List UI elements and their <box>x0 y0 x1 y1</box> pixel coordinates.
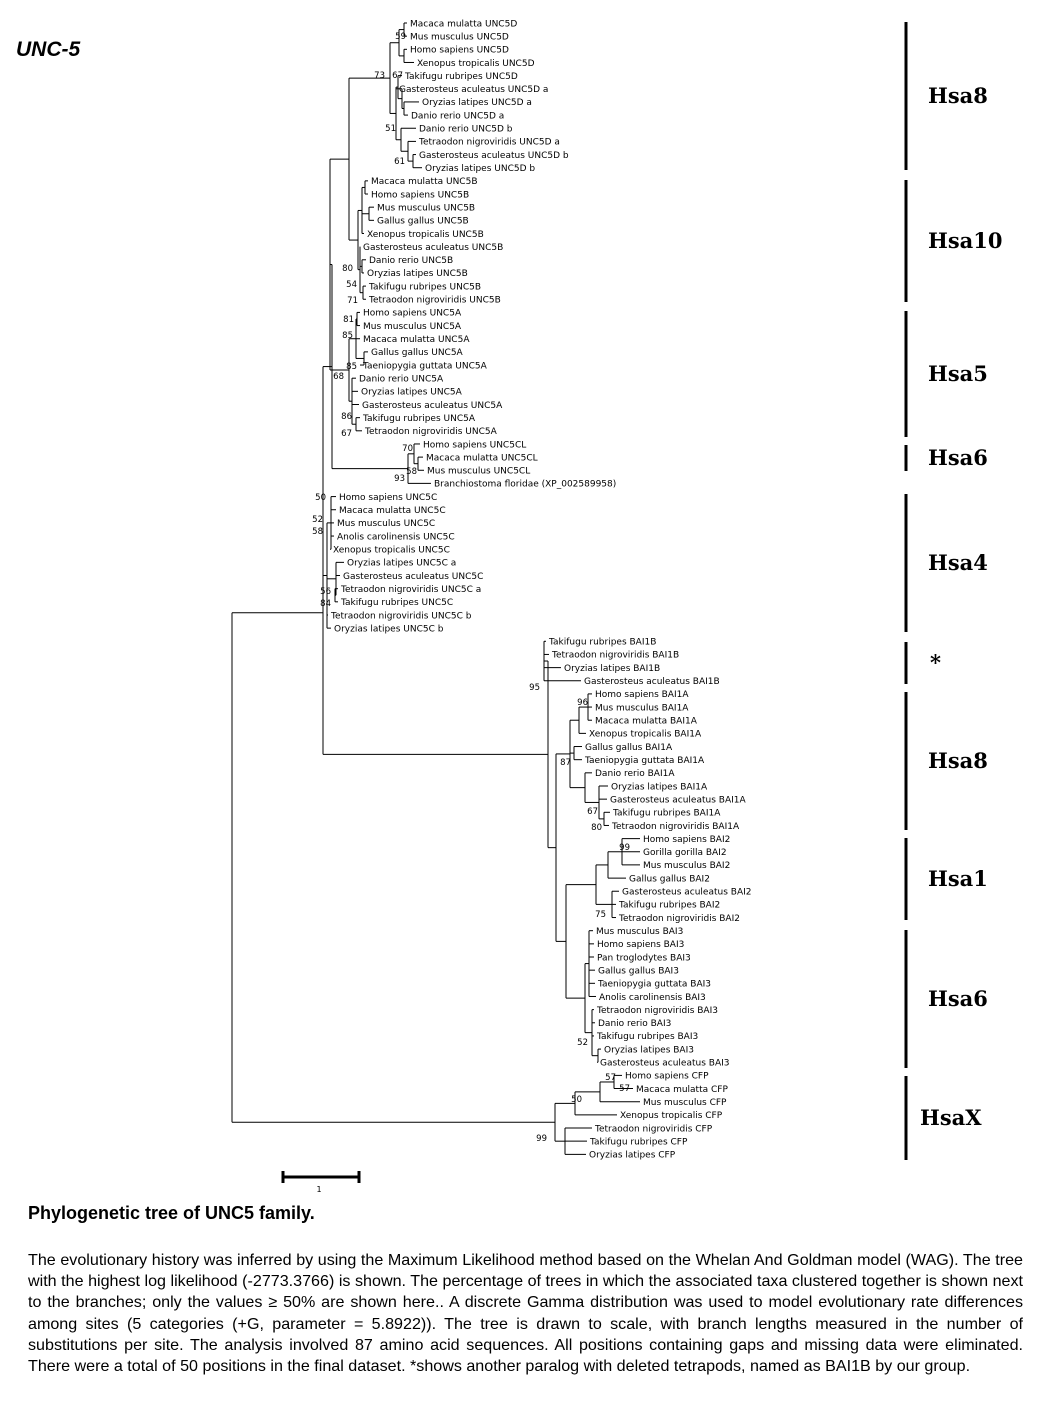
leaf-label: Gallus gallus UNC5A <box>371 348 463 359</box>
leaf-label: Gallus gallus BAI2 <box>629 874 710 885</box>
leaf-label: Tetraodon nigroviridis UNC5D a <box>419 137 560 148</box>
leaf-label: Takifugu rubripes UNC5D <box>405 71 518 82</box>
leaf-label: Homo sapiens BAI1A <box>595 690 689 701</box>
bootstrap-value: 57 <box>605 1073 616 1083</box>
leaf-label: Macaca mulatta BAI1A <box>595 716 697 727</box>
leaf-label: Homo sapiens UNC5A <box>363 308 462 319</box>
leaf-label: Mus musculus BAI3 <box>596 926 684 937</box>
leaf-label: Takifugu rubripes UNC5A <box>363 413 475 424</box>
chromosome-group-label: Hsa1 <box>928 866 988 891</box>
leaf-label: Oryzias latipes UNC5D a <box>422 98 532 109</box>
bootstrap-value: 58 <box>312 527 323 537</box>
leaf-label: Danio rerio UNC5B <box>369 256 454 267</box>
caption-title: Phylogenetic tree of UNC5 family. <box>28 1203 315 1223</box>
leaf-label: Gasterosteus aculeatus BAI2 <box>622 887 752 898</box>
leaf-label: Homo sapiens UNC5C <box>339 492 438 503</box>
leaf-label: Tetraodon nigroviridis BAI1B <box>552 650 680 661</box>
bootstrap-value: 80 <box>591 823 602 833</box>
leaf-label: Gasterosteus aculeatus UNC5D b <box>419 150 569 161</box>
leaf-label: Oryzias latipes UNC5C b <box>334 624 444 635</box>
bootstrap-value: 99 <box>536 1134 547 1144</box>
bootstrap-value: 96 <box>577 698 588 708</box>
leaf-label: Gasterosteus aculeatus BAI3 <box>600 1058 730 1069</box>
chromosome-group-label: Hsa6 <box>928 986 988 1011</box>
leaf-label: Takifugu rubripes UNC5C <box>341 598 454 609</box>
chromosome-groups <box>906 22 1003 1160</box>
bootstrap-value: 86 <box>341 412 352 422</box>
leaf-label: Homo sapiens CFP <box>625 1071 709 1082</box>
leaf-label: Takifugu rubripes BAI1B <box>549 637 657 648</box>
bootstrap-value: 95 <box>529 683 540 693</box>
bootstrap-value: 50 <box>571 1095 582 1105</box>
leaf-label: Danio rerio UNC5A <box>359 374 444 385</box>
leaf-label: Gasterosteus aculeatus BAI1B <box>584 677 720 688</box>
bootstrap-value: 57 <box>619 1084 630 1094</box>
leaf-label: Gasterosteus aculeatus UNC5C <box>343 571 484 582</box>
bootstrap-value: 73 <box>374 71 385 81</box>
bootstrap-value: 80 <box>342 264 353 274</box>
bootstrap-value: 50 <box>315 493 326 503</box>
chromosome-group-label: Hsa5 <box>928 361 988 386</box>
leaf-label: Gasterosteus aculeatus UNC5D a <box>399 85 549 96</box>
scale-bar <box>283 1171 359 1183</box>
leaf-label: Xenopus tropicalis UNC5C <box>333 545 450 556</box>
leaf-label: Macaca mulatta UNC5C <box>339 506 446 517</box>
leaf-label: Takifugu rubripes BAI1A <box>613 808 721 819</box>
leaf-label: Gallus gallus BAI1A <box>585 742 673 753</box>
leaf-label: Oryzias latipes UNC5D b <box>425 164 536 175</box>
caption-body: The evolutionary history was inferred by using the Maximum Likelihood method based on the Whelan And Goldman model (WAG). The tree with the highest log likelihood (-2773.3766) is shown. The percentage of trees in which the associated taxa clustered together is shown next to the branches; only the values ≥ 50% are shown here.. A discrete Gamma distribution was used to model evolutionary rate differences among sites (5 categories (+G, parameter = 5.8922)). The tree is drawn to scale, with branch lengths measured in the number of substitutions per site. The analysis involved 87 amino acid sequences. All positions containing gaps and missing data were eliminated. There were a total of 50 positions in the final dataset. *shows another paralog with deleted tetrapods, named as BAI1B by our group. <box>28 1251 1023 1376</box>
leaf-label: Gallus gallus UNC5B <box>377 216 469 227</box>
leaf-label: Oryzias latipes BAI1B <box>564 663 661 674</box>
leaf-label: Xenopus tropicalis BAI1A <box>589 729 702 740</box>
leaf-label: Danio rerio BAI3 <box>598 1019 672 1030</box>
leaf-label: Oryzias latipes UNC5B <box>367 269 468 280</box>
leaf-label: Xenopus tropicalis CFP <box>620 1111 723 1122</box>
leaf-label: Xenopus tropicalis UNC5B <box>367 229 484 240</box>
scale-bar-label: 1 <box>316 1185 322 1194</box>
leaf-label: Anolis carolinensis UNC5C <box>337 532 455 543</box>
leaf-label: Tetraodon nigroviridis BAI2 <box>619 913 740 924</box>
bootstrap-value: 52 <box>312 515 323 525</box>
bootstrap-value: 70 <box>402 444 413 454</box>
bootstrap-value: 85 <box>342 331 353 341</box>
bootstrap-value: 52 <box>577 1038 588 1048</box>
leaf-label: Danio rerio BAI1A <box>595 769 675 780</box>
leaf-label: Gorilla gorilla BAI2 <box>643 848 727 859</box>
figure-label: UNC-5 <box>16 38 81 61</box>
bootstrap-value: 84 <box>320 599 331 609</box>
bootstrap-value: 99 <box>619 843 630 853</box>
leaf-label: Homo sapiens BAI3 <box>597 940 685 951</box>
leaf-label: Mus musculus UNC5B <box>377 203 476 214</box>
bootstrap-value: 58 <box>406 467 417 477</box>
bootstrap-value: 56 <box>320 587 331 597</box>
chromosome-group-label: Hsa8 <box>928 83 988 108</box>
leaf-label: Takifugu rubripes UNC5B <box>369 282 482 293</box>
leaf-label: Macaca mulatta CFP <box>636 1084 728 1095</box>
leaf-label: Tetraodon nigroviridis CFP <box>595 1124 713 1135</box>
leaf-label: Macaca mulatta UNC5B <box>371 177 478 188</box>
bootstrap-value: 67 <box>392 71 403 81</box>
bootstrap-value: 85 <box>346 362 357 372</box>
leaf-label: Takifugu rubripes CFP <box>590 1137 688 1148</box>
leaf-label: Gasterosteus aculeatus UNC5A <box>362 400 503 411</box>
leaf-label: Mus musculus UNC5D <box>410 32 509 43</box>
leaf-label: Tetraodon nigroviridis UNC5A <box>365 427 497 438</box>
leaf-label: Danio rerio UNC5D a <box>411 111 505 122</box>
bootstrap-value: 93 <box>394 474 405 484</box>
bootstrap-value: 61 <box>394 157 405 167</box>
bootstrap-value: 75 <box>595 910 606 920</box>
leaf-label: Gasterosteus aculeatus BAI1A <box>610 795 746 806</box>
leaf-label: Taeniopygia guttata BAI1A <box>585 755 705 766</box>
leaf-label: Macaca mulatta UNC5A <box>363 335 470 346</box>
bootstrap-value: 71 <box>347 296 358 306</box>
bootstrap-value: 87 <box>560 758 571 768</box>
leaf-label: Oryzias latipes BAI1A <box>611 782 708 793</box>
chromosome-group-label: Hsa4 <box>928 550 988 575</box>
leaf-label: Tetraodon nigroviridis BAI1A <box>612 821 740 832</box>
chromosome-group-label: Hsa10 <box>928 228 1003 253</box>
bootstrap-value: 68 <box>333 372 344 382</box>
leaf-label: Tetraodon nigroviridis UNC5C a <box>341 584 482 595</box>
leaf-label: Homo sapiens UNC5D <box>410 45 509 56</box>
leaf-label: Oryzias latipes UNC5A <box>361 387 462 398</box>
leaf-label: Tetraodon nigroviridis UNC5B <box>369 295 501 306</box>
chromosome-group-label: Hsa6 <box>928 445 988 470</box>
leaf-label: Homo sapiens UNC5CL <box>423 440 527 451</box>
bootstrap-value: 59 <box>395 32 406 42</box>
chromosome-group-label: * <box>930 650 941 675</box>
leaf-label: Mus musculus UNC5CL <box>427 466 531 477</box>
bootstrap-value: 67 <box>341 429 352 439</box>
leaf-label: Homo sapiens BAI2 <box>643 834 731 845</box>
leaf-label: Pan troglodytes BAI3 <box>597 953 691 964</box>
leaf-label: Xenopus tropicalis UNC5D <box>417 58 535 69</box>
leaf-label: Taeniopygia guttata BAI3 <box>598 979 712 990</box>
leaf-label: Oryzias latipes CFP <box>589 1150 676 1161</box>
chromosome-group-label: Hsa8 <box>928 748 988 773</box>
leaf-label: Mus musculus UNC5C <box>337 519 436 530</box>
leaf-label: Danio rerio UNC5D b <box>419 124 513 135</box>
leaf-label: Mus musculus BAI1A <box>595 703 689 714</box>
leaf-label: Tetraodon nigroviridis BAI3 <box>597 1005 718 1016</box>
leaf-label: Mus musculus CFP <box>643 1098 727 1109</box>
leaf-label: Gasterosteus aculeatus UNC5B <box>363 242 504 253</box>
leaf-label: Homo sapiens UNC5B <box>371 190 470 201</box>
leaf-label: Taeniopygia guttata UNC5A <box>363 361 487 372</box>
bootstrap-value: 67 <box>587 807 598 817</box>
leaf-label: Tetraodon nigroviridis UNC5C b <box>331 611 472 622</box>
leaf-label: Branchiostoma floridae (XP_002589958) <box>434 479 617 490</box>
leaf-label: Macaca mulatta UNC5D <box>410 19 518 30</box>
leaf-label: Takifugu rubripes BAI3 <box>597 1032 699 1043</box>
bootstrap-value: 81 <box>343 315 354 325</box>
leaf-label: Macaca mulatta UNC5CL <box>426 453 538 464</box>
bootstrap-value: 51 <box>385 124 396 134</box>
leaf-label: Mus musculus UNC5A <box>363 321 462 332</box>
leaf-labels <box>330 19 751 1160</box>
leaf-label: Takifugu rubripes BAI2 <box>619 900 721 911</box>
leaf-label: Anolis carolinensis BAI3 <box>599 992 706 1003</box>
bootstrap-value: 54 <box>346 280 357 290</box>
leaf-label: Mus musculus BAI2 <box>643 861 731 872</box>
leaf-label: Oryzias latipes UNC5C a <box>347 558 457 569</box>
chromosome-group-label: HsaX <box>920 1105 982 1130</box>
leaf-label: Gallus gallus BAI3 <box>598 966 679 977</box>
leaf-label: Oryzias latipes BAI3 <box>604 1045 694 1056</box>
